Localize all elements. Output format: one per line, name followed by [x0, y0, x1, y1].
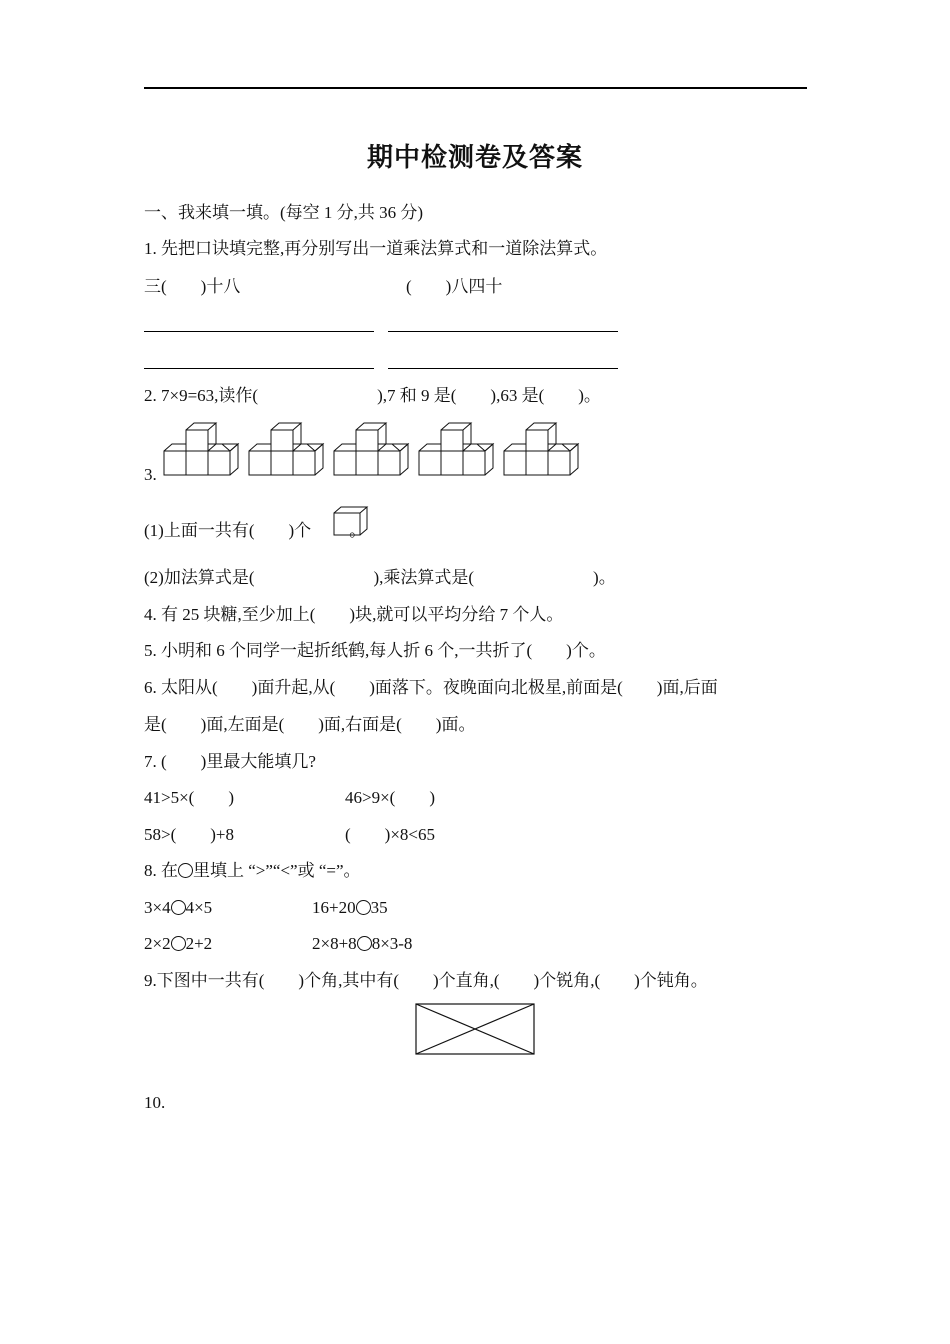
q1-rhyme-right: ( )八四十 — [406, 277, 503, 296]
compare-circle-icon — [178, 863, 193, 878]
q1-answer-line[interactable] — [388, 368, 618, 369]
cube-figure — [419, 423, 493, 475]
q7-item-d: ( )×8<65 — [345, 825, 435, 844]
q1-answer-line[interactable] — [144, 368, 374, 369]
angle-figure — [415, 1003, 537, 1057]
cube-figure — [164, 423, 238, 475]
question-9: 9.下图中一共有( )个角,其中有( )个直角,( )个锐角,( )个钝角。 — [144, 971, 708, 990]
q1-answer-line[interactable] — [144, 331, 374, 332]
q1-answer-line[interactable] — [388, 331, 618, 332]
q8-item-d: 2×8+8 8×3-8 — [312, 934, 413, 953]
question-6-line2: 是( )面,左面是( )面,右面是( )面。 — [144, 715, 476, 734]
compare-circle[interactable] — [171, 936, 186, 951]
q3-1-end: 。 — [349, 521, 367, 540]
compare-circle[interactable] — [171, 900, 186, 915]
question-5: 5. 小明和 6 个同学一起折纸鹤,每人折 6 个,一共折了( )个。 — [144, 641, 606, 660]
section-heading: 一、我来填一填。(每空 1 分,共 36 分) — [144, 203, 424, 222]
q8-item-c: 2×2 2+2 — [144, 934, 213, 953]
question-8: 8. 在 里填上 “>”“<”或 “=”。 — [144, 861, 361, 880]
cube-figures — [160, 420, 590, 480]
question-1: 1. 先把口诀填完整,再分别写出一道乘法算式和一道除法算式。 — [144, 239, 608, 258]
question-7: 7. ( )里最大能填几? — [144, 752, 316, 771]
q1-rhyme-left: 三( )十八 — [144, 277, 241, 296]
question-6-line1: 6. 太阳从( )面升起,从( )面落下。夜晚面向北极星,前面是( )面,后面 — [144, 678, 718, 697]
q8-item-b: 16+20 35 — [312, 898, 388, 917]
page-title: 期中检测卷及答案 — [366, 143, 583, 173]
compare-circle[interactable] — [357, 936, 372, 951]
question-2: 2. 7×9=63,读作( ),7 和 9 是( ),63 是( )。 — [144, 386, 601, 405]
q7-item-b: 46>9×( ) — [345, 788, 435, 807]
question-10: 10. — [144, 1093, 166, 1112]
single-cube-icon — [332, 505, 372, 537]
question-3-2: (2)加法算式是( ),乘法算式是( )。 — [144, 568, 616, 587]
header-rule — [144, 87, 807, 89]
compare-circle[interactable] — [356, 900, 371, 915]
cube-figure — [249, 423, 323, 475]
q7-item-c: 58>( )+8 — [144, 825, 234, 844]
cube-figure — [504, 423, 578, 475]
q3-1-text: (1)上面一共有( )个 — [144, 521, 312, 540]
question-4: 4. 有 25 块糖,至少加上( )块,就可以平均分给 7 个人。 — [144, 605, 564, 624]
cube-figure — [334, 423, 408, 475]
q7-item-a: 41>5×( ) — [144, 788, 234, 807]
q8-item-a: 3×4 4×5 — [144, 898, 213, 917]
question-3-label: 3. — [144, 465, 157, 484]
